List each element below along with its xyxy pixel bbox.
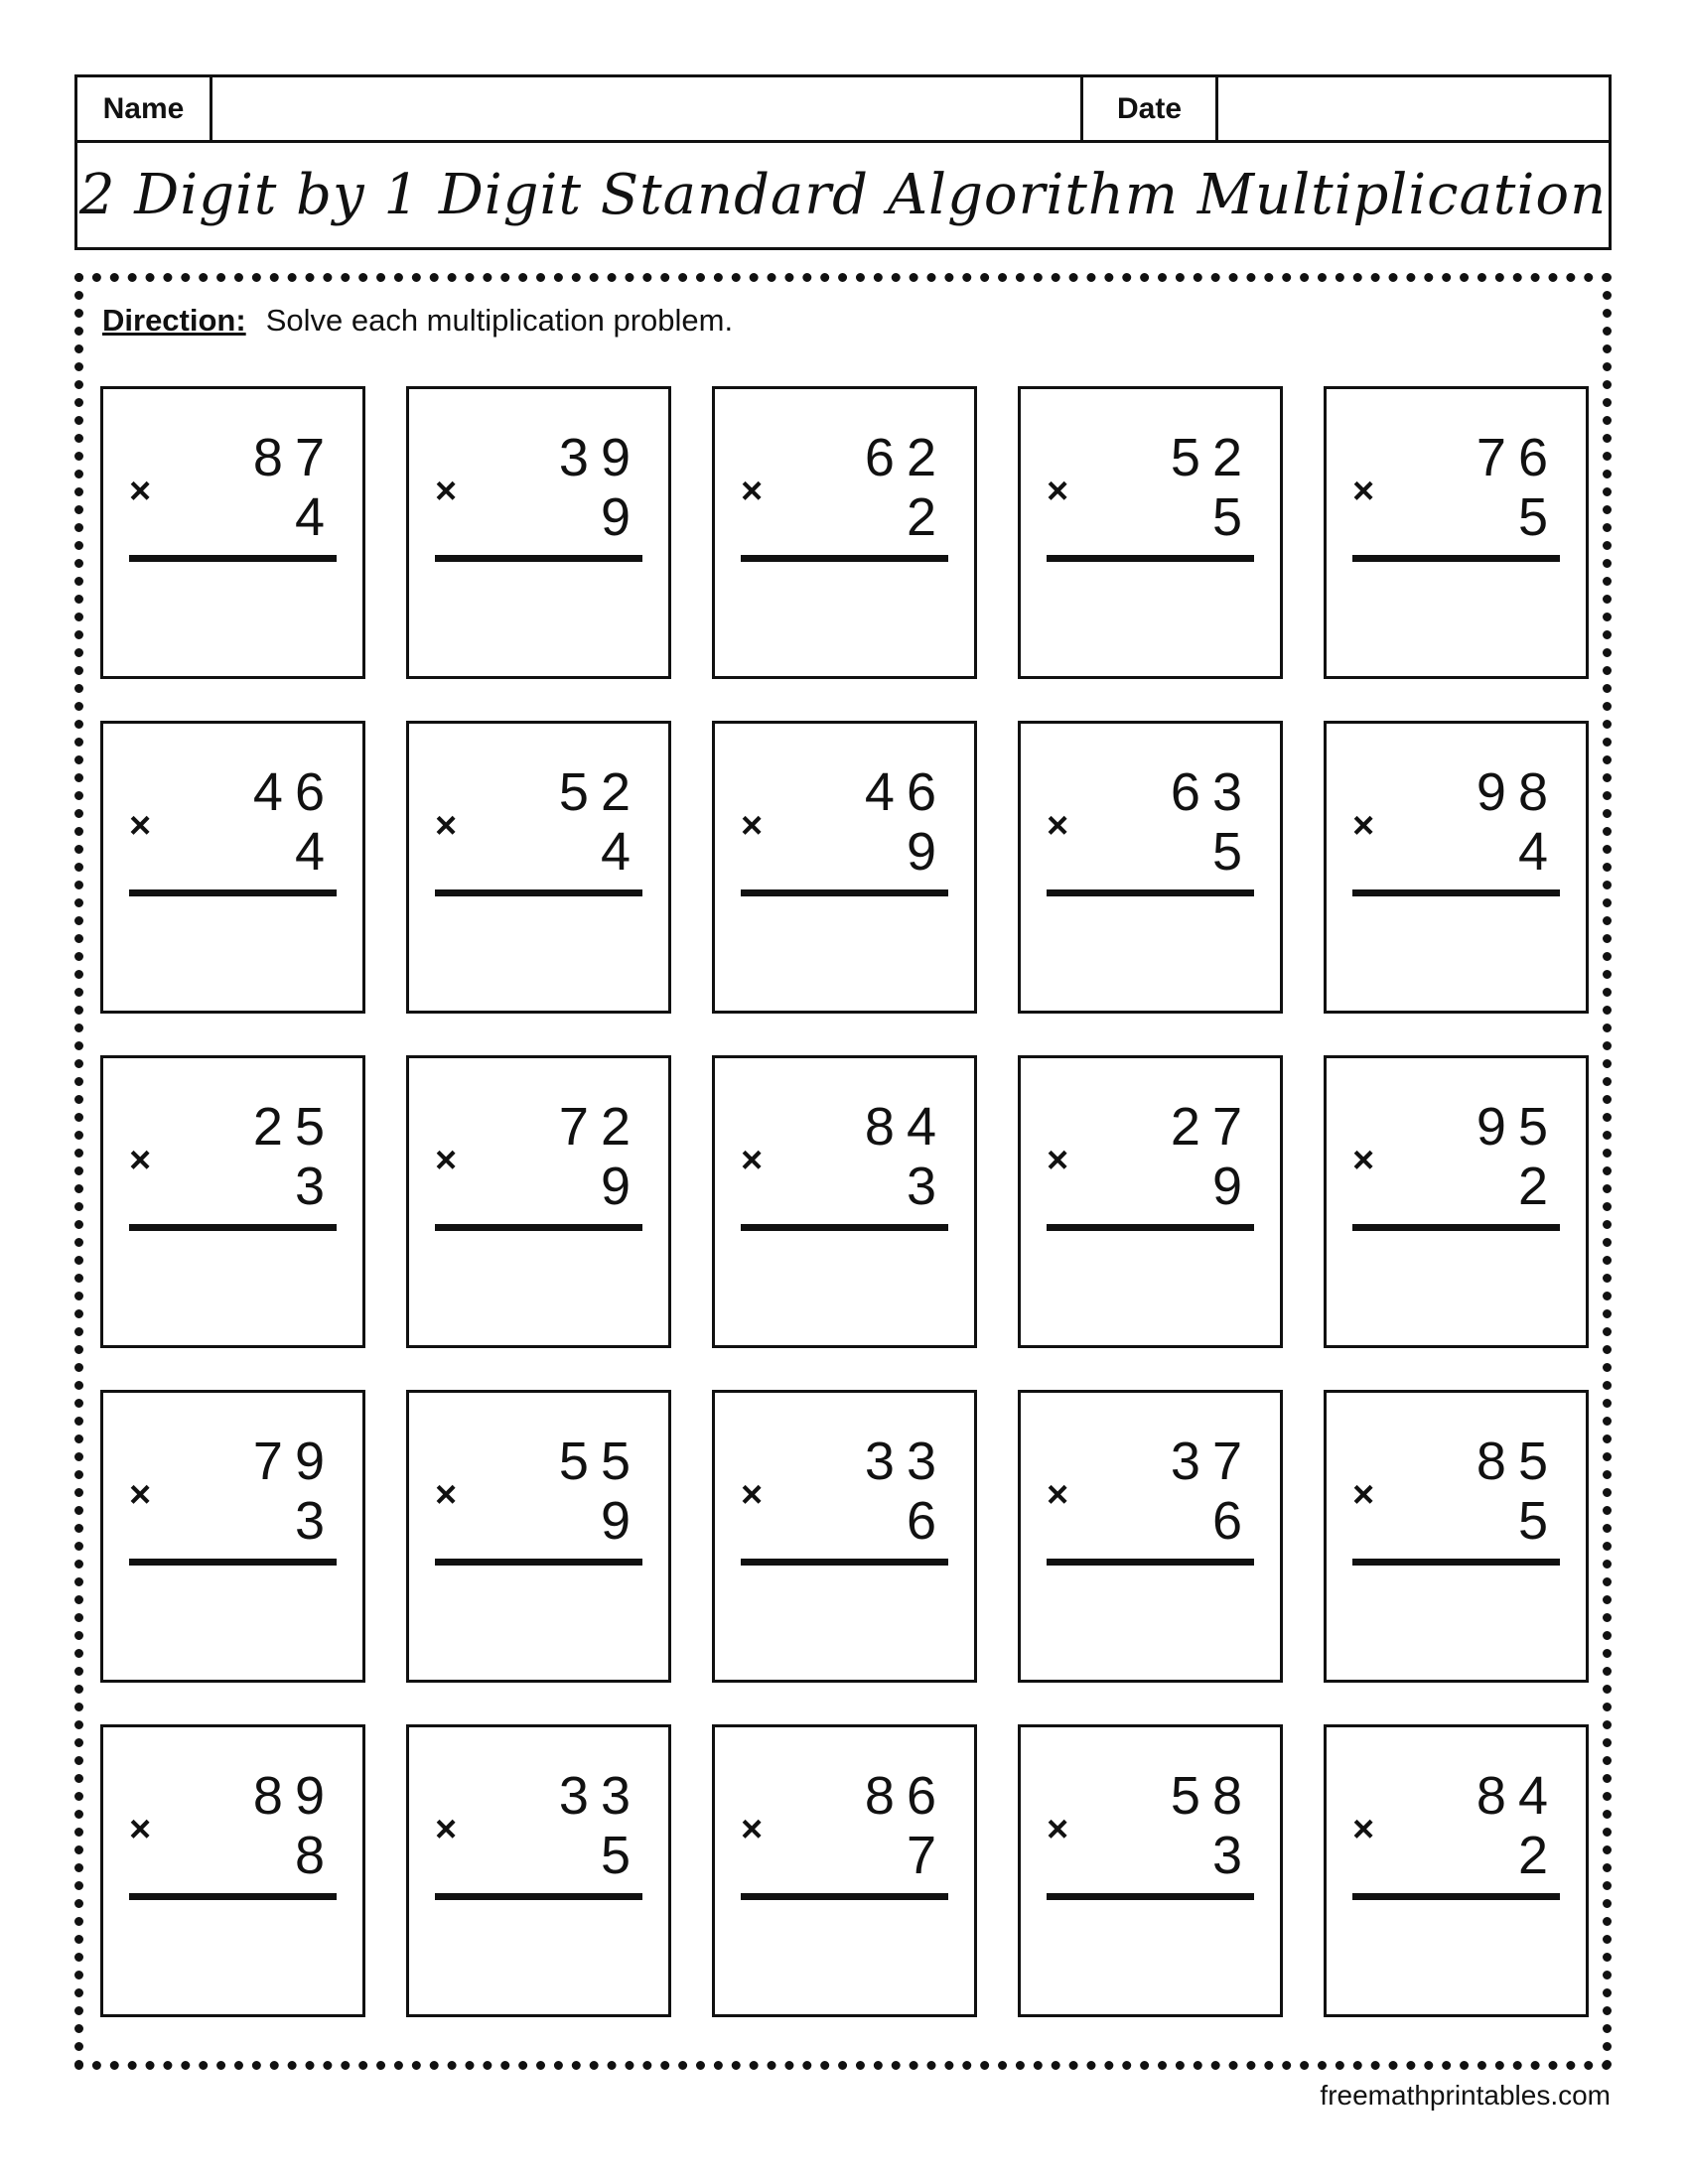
problem-box[interactable] — [406, 1724, 671, 2017]
answer-line — [129, 1893, 337, 1900]
multiplicand: 33 — [864, 1432, 948, 1491]
worksheet-title: 2 Digit by 1 Digit Standard Algorithm Multiplication — [78, 163, 1608, 227]
problem-box[interactable] — [1324, 386, 1589, 679]
problem-box[interactable] — [100, 721, 365, 1014]
name-label: Name — [77, 77, 212, 140]
answer-line — [1352, 1893, 1560, 1900]
date-label: Date — [1083, 77, 1218, 140]
multiply-sign: × — [129, 471, 152, 512]
answer-line — [129, 889, 337, 896]
answer-line — [435, 555, 642, 562]
multiplicand: 63 — [1170, 762, 1254, 822]
multiplier: 3 — [294, 1157, 337, 1216]
worksheet-header — [74, 74, 1612, 250]
problem-box[interactable] — [100, 386, 365, 679]
problem-box[interactable] — [712, 1055, 977, 1348]
multiply-sign: × — [435, 1140, 458, 1181]
problem-box[interactable] — [712, 386, 977, 679]
multiply-sign: × — [1352, 1809, 1375, 1850]
multiplier: 7 — [906, 1826, 948, 1885]
problem-box[interactable] — [100, 1390, 365, 1683]
multiplier: 6 — [906, 1491, 948, 1551]
multiplier: 9 — [1211, 1157, 1254, 1216]
date-field[interactable] — [1218, 77, 1609, 140]
multiplicand: 86 — [864, 1766, 948, 1826]
multiplicand: 46 — [864, 762, 948, 822]
answer-line — [741, 889, 948, 896]
multiplicand: 55 — [558, 1432, 642, 1491]
multiply-sign: × — [435, 805, 458, 847]
multiplicand: 85 — [1476, 1432, 1560, 1491]
name-date-row — [77, 77, 1609, 143]
multiplier: 5 — [1517, 1491, 1560, 1551]
multiplicand: 79 — [252, 1432, 337, 1491]
problem-box[interactable] — [1324, 1055, 1589, 1348]
answer-line — [1352, 889, 1560, 896]
multiplicand: 62 — [864, 428, 948, 487]
multiplicand: 52 — [1170, 428, 1254, 487]
problem-box[interactable] — [1324, 721, 1589, 1014]
multiply-sign: × — [435, 1474, 458, 1516]
answer-line — [741, 555, 948, 562]
multiply-sign: × — [1047, 1140, 1069, 1181]
answer-line — [1352, 1559, 1560, 1566]
multiplier: 9 — [600, 1157, 642, 1216]
multiply-sign: × — [741, 1809, 764, 1850]
answer-line — [741, 1893, 948, 1900]
multiplicand: 52 — [558, 762, 642, 822]
direction-text: Solve each multiplication problem. — [265, 303, 734, 338]
multiplicand: 37 — [1170, 1432, 1254, 1491]
multiplier: 9 — [906, 822, 948, 882]
problem-box[interactable] — [712, 721, 977, 1014]
multiplier: 2 — [1517, 1826, 1560, 1885]
answer-line — [1047, 1893, 1254, 1900]
multiply-sign: × — [741, 1140, 764, 1181]
problem-box[interactable] — [406, 386, 671, 679]
multiplier: 4 — [1517, 822, 1560, 882]
multiply-sign: × — [1352, 471, 1375, 512]
answer-line — [1047, 889, 1254, 896]
multiplier: 5 — [1211, 822, 1254, 882]
multiplicand: 25 — [252, 1097, 337, 1157]
answer-line — [1047, 555, 1254, 562]
multiplicand: 95 — [1476, 1097, 1560, 1157]
problem-grid — [100, 386, 1589, 2017]
multiplier: 9 — [600, 1491, 642, 1551]
multiplier: 9 — [600, 487, 642, 547]
multiplicand: 84 — [1476, 1766, 1560, 1826]
answer-line — [1352, 1224, 1560, 1231]
multiplier: 2 — [906, 487, 948, 547]
multiplicand: 46 — [252, 762, 337, 822]
answer-line — [129, 555, 337, 562]
multiplicand: 39 — [558, 428, 642, 487]
problem-box[interactable] — [406, 1390, 671, 1683]
problem-box[interactable] — [406, 721, 671, 1014]
answer-line — [1047, 1224, 1254, 1231]
multiply-sign: × — [741, 805, 764, 847]
multiplier: 8 — [294, 1826, 337, 1885]
multiplier: 6 — [1211, 1491, 1254, 1551]
multiply-sign: × — [1047, 471, 1069, 512]
multiply-sign: × — [129, 805, 152, 847]
problem-box[interactable] — [1324, 1390, 1589, 1683]
problem-box[interactable] — [712, 1724, 977, 2017]
multiplicand: 27 — [1170, 1097, 1254, 1157]
multiply-sign: × — [1047, 1474, 1069, 1516]
multiply-sign: × — [1352, 805, 1375, 847]
answer-line — [435, 1559, 642, 1566]
multiplier: 5 — [1211, 487, 1254, 547]
multiply-sign: × — [1047, 1809, 1069, 1850]
multiplicand: 89 — [252, 1766, 337, 1826]
answer-line — [741, 1559, 948, 1566]
multiply-sign: × — [1047, 805, 1069, 847]
multiplier: 4 — [600, 822, 642, 882]
direction-label: Direction: — [102, 303, 246, 338]
multiplicand: 84 — [864, 1097, 948, 1157]
problem-box[interactable] — [406, 1055, 671, 1348]
problem-box[interactable] — [1018, 1724, 1283, 2017]
footer-site: freemathprintables.com — [1320, 2080, 1611, 2111]
multiplicand: 58 — [1170, 1766, 1254, 1826]
multiplicand: 72 — [558, 1097, 642, 1157]
answer-line — [129, 1224, 337, 1231]
multiplier: 5 — [600, 1826, 642, 1885]
multiply-sign: × — [741, 1474, 764, 1516]
multiply-sign: × — [435, 471, 458, 512]
multiplicand: 33 — [558, 1766, 642, 1826]
multiplier: 5 — [1517, 487, 1560, 547]
answer-line — [435, 889, 642, 896]
problem-box[interactable] — [1018, 1390, 1283, 1683]
multiply-sign: × — [129, 1140, 152, 1181]
problem-box[interactable] — [1018, 721, 1283, 1014]
multiply-sign: × — [1352, 1140, 1375, 1181]
problem-box[interactable] — [1018, 1055, 1283, 1348]
multiplier: 3 — [1211, 1826, 1254, 1885]
multiplicand: 76 — [1476, 428, 1560, 487]
answer-line — [435, 1893, 642, 1900]
multiplicand: 87 — [252, 428, 337, 487]
multiplier: 4 — [294, 822, 337, 882]
multiplier: 3 — [294, 1491, 337, 1551]
multiply-sign: × — [129, 1809, 152, 1850]
multiply-sign: × — [129, 1474, 152, 1516]
answer-line — [1047, 1559, 1254, 1566]
multiply-sign: × — [435, 1809, 458, 1850]
multiply-sign: × — [741, 471, 764, 512]
problem-box[interactable] — [1324, 1724, 1589, 2017]
problem-box[interactable] — [712, 1390, 977, 1683]
answer-line — [1352, 555, 1560, 562]
answer-line — [741, 1224, 948, 1231]
multiplier: 4 — [294, 487, 337, 547]
multiplier: 3 — [906, 1157, 948, 1216]
multiplier: 2 — [1517, 1157, 1560, 1216]
problem-box[interactable] — [100, 1724, 365, 2017]
problem-box[interactable] — [1018, 386, 1283, 679]
problem-box[interactable] — [100, 1055, 365, 1348]
multiplicand: 98 — [1476, 762, 1560, 822]
answer-line — [435, 1224, 642, 1231]
direction — [102, 303, 733, 339]
answer-line — [129, 1559, 337, 1566]
multiply-sign: × — [1352, 1474, 1375, 1516]
name-field[interactable] — [212, 77, 1083, 140]
